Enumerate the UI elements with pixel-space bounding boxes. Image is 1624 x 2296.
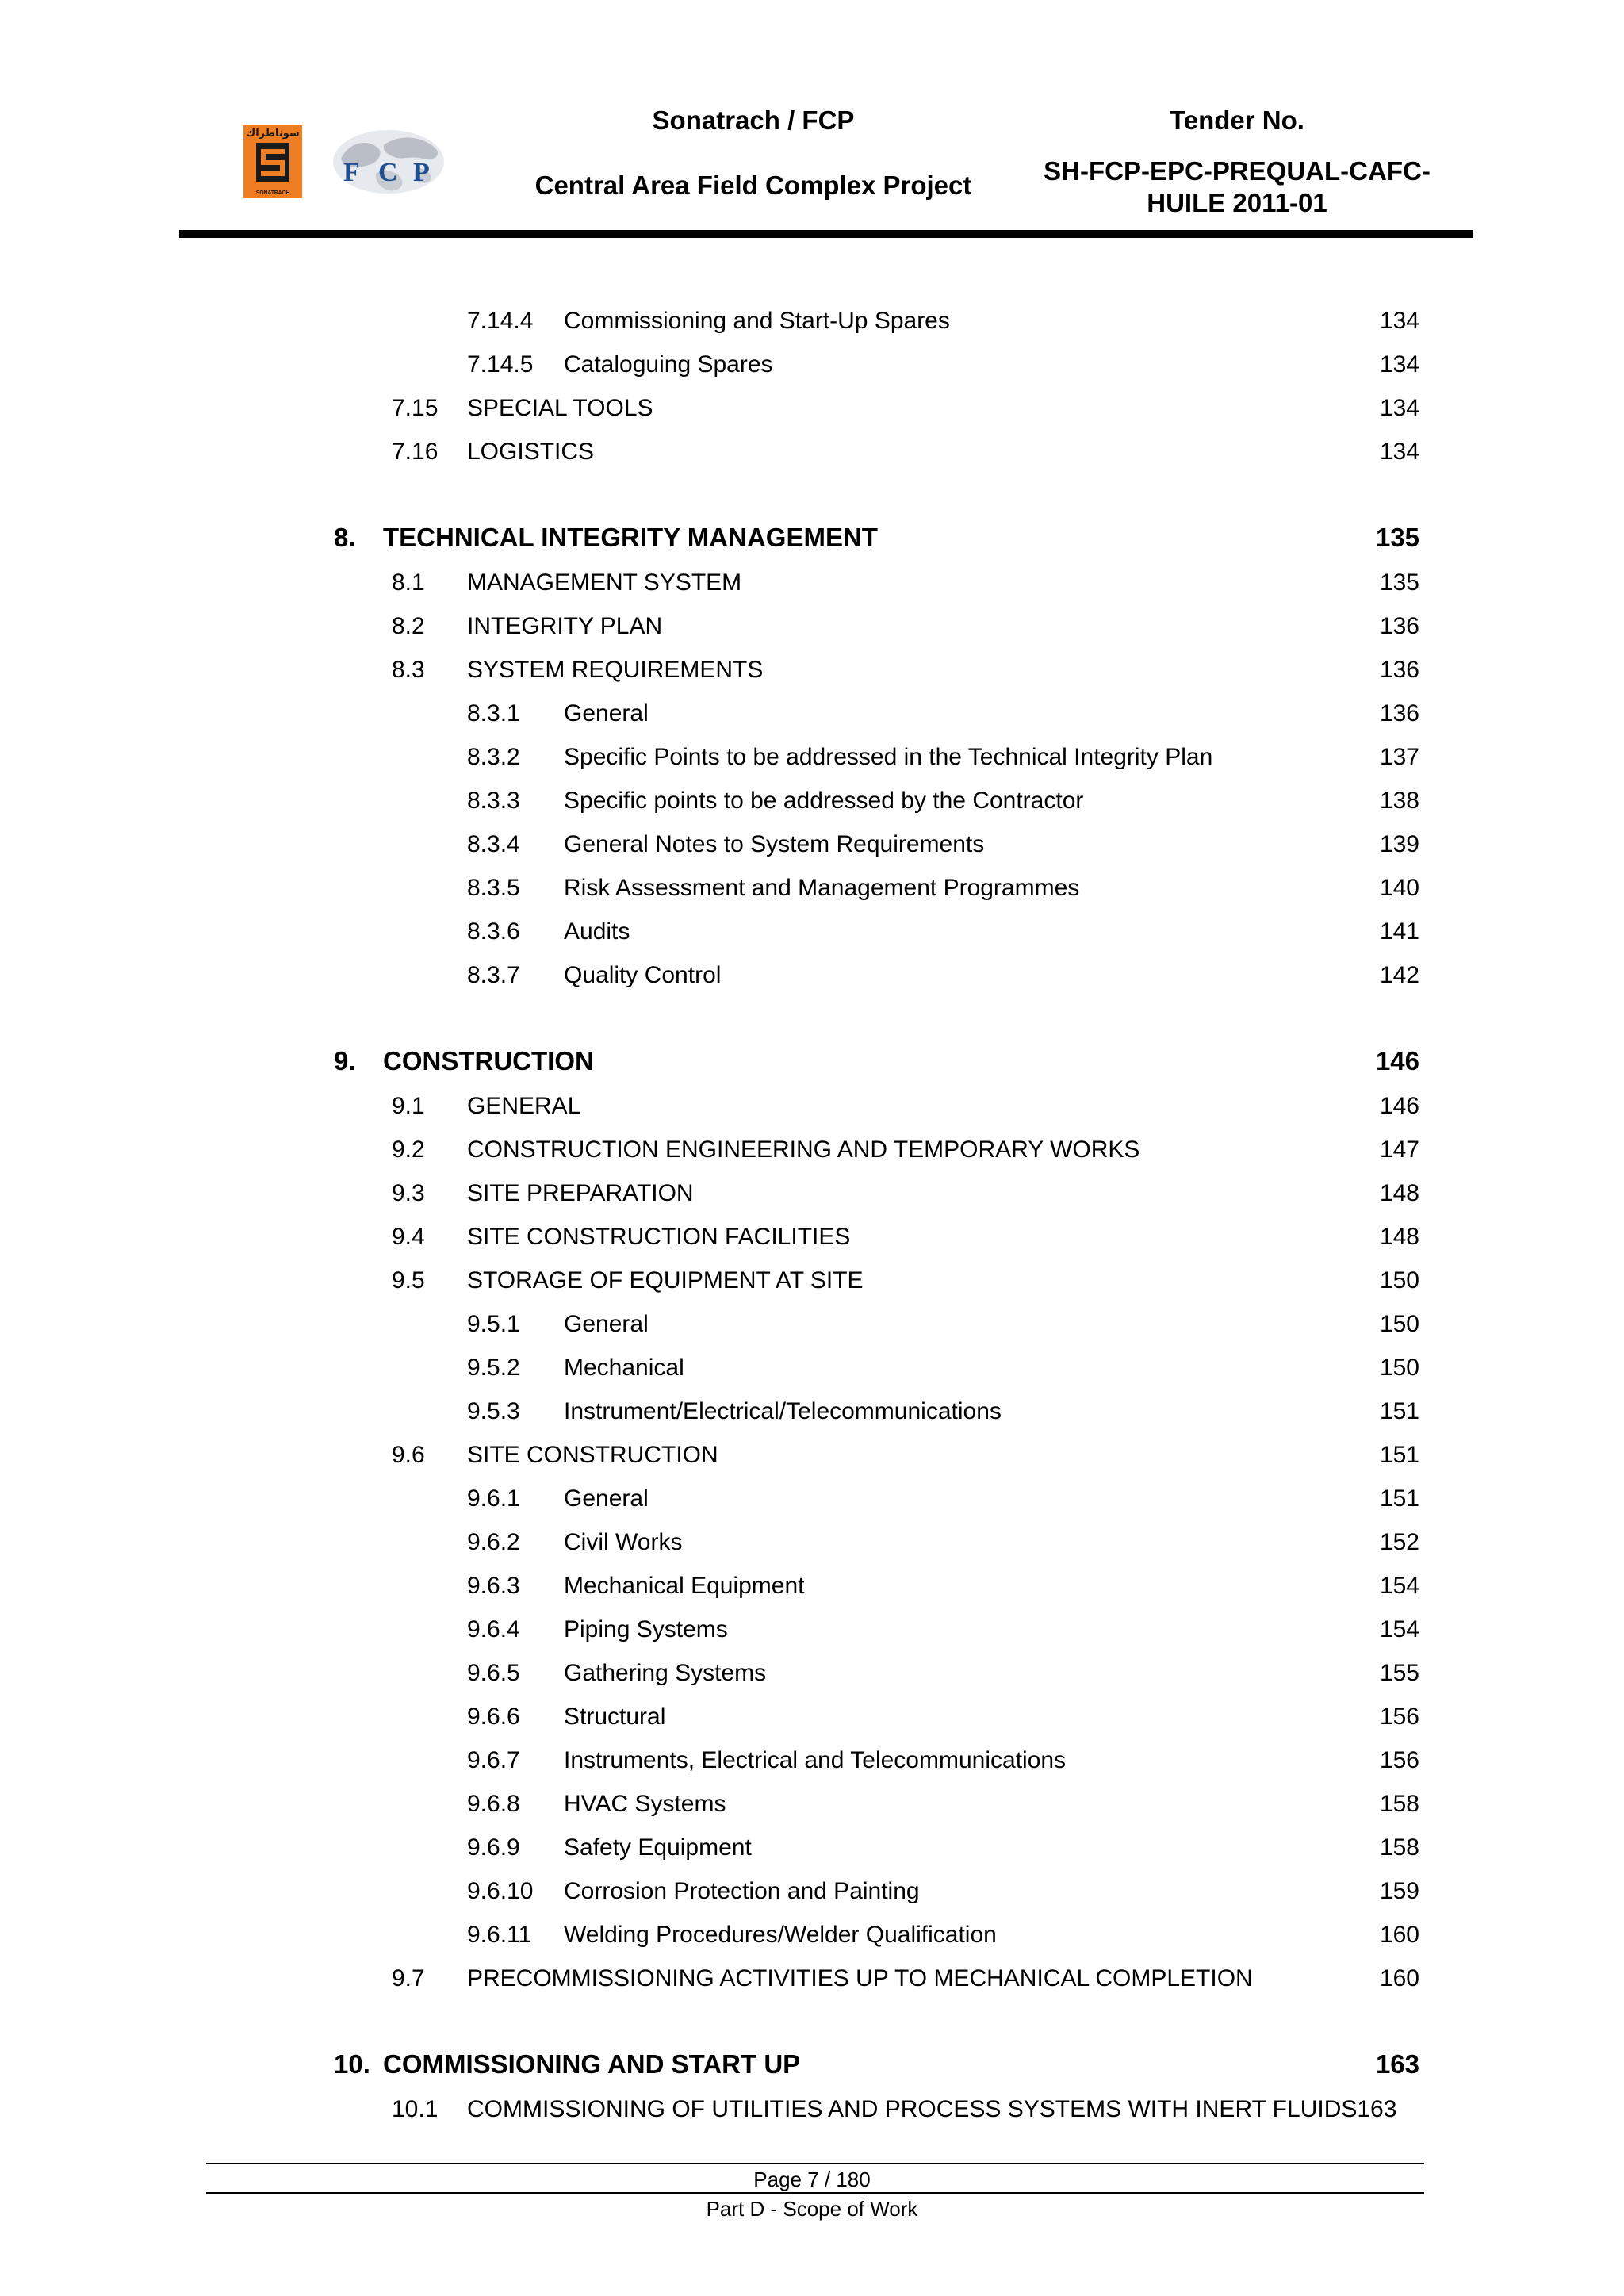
toc-entry-number: 10.1 (392, 2096, 439, 2122)
toc-entry[interactable] (0, 698, 1624, 730)
toc-entry-title: SITE CONSTRUCTION FACILITIES (467, 1224, 851, 1250)
toc-entry-title: Mechanical Equipment (564, 1573, 805, 1599)
toc-entry-number: 9.6.11 (467, 1922, 532, 1948)
toc-entry[interactable] (0, 349, 1624, 381)
toc-entry-page: 154 (1379, 1573, 1419, 1599)
toc-entry-page: 134 (1379, 395, 1419, 421)
toc-entry[interactable] (0, 1527, 1624, 1558)
toc-entry-page: 140 (1379, 875, 1419, 901)
footer-divider-bottom (206, 2192, 1424, 2194)
toc-entry-title: SPECIAL TOOLS (467, 395, 653, 421)
toc-entry-number: 9.6 (392, 1442, 425, 1468)
toc-entry-title: Audits (564, 918, 630, 945)
toc-entry[interactable] (0, 393, 1624, 424)
toc-entry[interactable] (0, 1045, 1624, 1077)
toc-entry-number: 8.3.5 (467, 875, 520, 901)
toc-entry-number: 8. (334, 523, 356, 552)
fcp-letter-p: P (413, 158, 430, 187)
toc-entry-page: 151 (1379, 1485, 1419, 1512)
toc-entry-title: Quality Control (564, 962, 722, 988)
toc-entry-number: 9.6.1 (467, 1485, 520, 1512)
toc-entry[interactable] (0, 1352, 1624, 1384)
fcp-letter-c: C (378, 158, 398, 187)
toc-entry-page: 160 (1379, 1922, 1419, 1948)
toc-entry-number: 8.3.2 (467, 744, 520, 770)
toc-entry-number: 7.14.5 (467, 351, 534, 378)
toc-entry-number: 9.6.5 (467, 1660, 520, 1686)
toc-entry-number: 9.5 (392, 1267, 425, 1294)
toc-entry-title: TECHNICAL INTEGRITY MANAGEMENT (383, 523, 878, 552)
toc-entry[interactable] (0, 785, 1624, 817)
toc-entry-page: 148 (1379, 1180, 1419, 1206)
toc-entry-page: 150 (1379, 1311, 1419, 1337)
toc-entry-page: 135 (1379, 569, 1419, 596)
toc-entry[interactable] (0, 436, 1624, 468)
toc-entry[interactable] (0, 1091, 1624, 1122)
toc-entry-page: 141 (1379, 918, 1419, 945)
toc-entry-title: Instrument/Electrical/Telecommunications (564, 1398, 1002, 1424)
toc-entry-number: 7.14.4 (467, 308, 534, 334)
toc-entry-title: PRECOMMISSIONING ACTIVITIES UP TO MECHANICAL COMPLETION (467, 1965, 1253, 1991)
toc-entry[interactable] (0, 960, 1624, 991)
toc-entry-number: 10. (334, 2049, 370, 2079)
toc-entry-page: 159 (1379, 1878, 1419, 1904)
toc-entry-page: 136 (1379, 657, 1419, 683)
toc-entry-title: SITE PREPARATION (467, 1180, 694, 1206)
toc-entry-number: 9.6.2 (467, 1529, 520, 1555)
toc-entry-title: Specific Points to be addressed in the Technical Integrity Plan (564, 744, 1213, 770)
header-project: Central Area Field Complex Project (534, 171, 972, 200)
toc-entry[interactable] (0, 654, 1624, 686)
toc-entry[interactable] (0, 1396, 1624, 1428)
toc-entry[interactable] (0, 872, 1624, 904)
toc-entry-number: 7.15 (392, 395, 439, 421)
toc-entry-number: 9.6.8 (467, 1791, 520, 1817)
toc-entry-page: 156 (1379, 1747, 1419, 1773)
toc-entry-page: 146 (1379, 1093, 1419, 1119)
toc-entry-title: INTEGRITY PLAN (467, 613, 663, 639)
sonatrach-logo-arabic: سوناطراك (246, 128, 300, 140)
toc-entry-title: COMMISSIONING OF UTILITIES AND PROCESS SYSTEMS WITH INERT FLUIDS163 (467, 2096, 1397, 2122)
toc-entry-page: 142 (1379, 962, 1419, 988)
toc-entry-title: MANAGEMENT SYSTEM (467, 569, 742, 596)
toc-entry[interactable] (0, 1832, 1624, 1864)
toc-entry-title: COMMISSIONING AND START UP (383, 2049, 801, 2079)
toc-entry[interactable] (0, 1614, 1624, 1646)
toc-entry[interactable] (0, 1745, 1624, 1777)
footer-part-label: Part D - Scope of Work (706, 2197, 918, 2221)
toc-entry-page: 134 (1379, 439, 1419, 465)
toc-entry-title: Structural (564, 1704, 666, 1730)
toc-entry-number: 9.2 (392, 1137, 425, 1163)
toc-entry-number: 9.6.9 (467, 1834, 520, 1861)
footer-divider-top (206, 2163, 1424, 2164)
toc-entry-number: 9.6.6 (467, 1704, 520, 1730)
toc-entry-title: General (564, 1485, 649, 1512)
toc-entry[interactable] (0, 1701, 1624, 1733)
toc-entry[interactable] (0, 1963, 1624, 1995)
toc-entry-page: 138 (1379, 788, 1419, 814)
toc-entry-page: 135 (1375, 523, 1419, 552)
toc-entry-number: 8.3.7 (467, 962, 520, 988)
toc-entry[interactable] (0, 2049, 1624, 2080)
header-tender-number: SH-FCP-EPC-PREQUAL-CAFC-HUILE 2011-01 (1044, 156, 1431, 217)
toc-entry-number: 8.3.6 (467, 918, 520, 945)
toc-entry[interactable] (0, 1178, 1624, 1209)
toc-entry[interactable] (0, 611, 1624, 642)
toc-entry-title: Gathering Systems (564, 1660, 767, 1686)
header-company: Sonatrach / FCP (652, 105, 855, 135)
toc-entry-page: 137 (1379, 744, 1419, 770)
toc-entry-title: Welding Procedures/Welder Qualification (564, 1922, 997, 1948)
toc-entry[interactable] (0, 1788, 1624, 1820)
toc-entry-title: SITE CONSTRUCTION (467, 1442, 718, 1468)
toc-entry-title: General (564, 1311, 649, 1337)
toc-entry-number: 9.5.3 (467, 1398, 520, 1424)
toc-entry-title: Risk Assessment and Management Programmes (564, 875, 1080, 901)
toc-entry-number: 8.1 (392, 569, 425, 596)
toc-entry-title: CONSTRUCTION ENGINEERING AND TEMPORARY WORKS (467, 1137, 1140, 1163)
toc-entry-page: 136 (1379, 613, 1419, 639)
toc-entry-number: 8.2 (392, 613, 425, 639)
toc-entry[interactable] (0, 1876, 1624, 1907)
toc-entry-number: 9.6.4 (467, 1616, 520, 1642)
toc-entry-number: 8.3 (392, 657, 425, 683)
toc-entry-page: 134 (1379, 351, 1419, 378)
toc-entry-number: 9.7 (392, 1965, 425, 1991)
sonatrach-logo (243, 125, 302, 198)
toc-entry-number: 8.3.1 (467, 700, 520, 726)
header-tender-label: Tender No. (1170, 105, 1304, 135)
toc-entry-title: Civil Works (564, 1529, 683, 1555)
toc-entry-title: Specific points to be addressed by the Contractor (564, 788, 1084, 814)
toc-entry[interactable] (0, 567, 1624, 599)
toc-entry[interactable] (0, 522, 1624, 554)
toc-entry-page: 150 (1379, 1267, 1419, 1294)
toc-entry-page: 151 (1379, 1442, 1419, 1468)
toc-entry-title: HVAC Systems (564, 1791, 726, 1817)
toc-entry-title: SYSTEM REQUIREMENTS (467, 657, 764, 683)
toc-entry-number: 9.3 (392, 1180, 425, 1206)
toc-entry[interactable] (0, 1309, 1624, 1340)
sonatrach-mark-icon (256, 143, 289, 182)
toc-entry-number: 8.3.3 (467, 788, 520, 814)
toc-entry-page: 156 (1379, 1704, 1419, 1730)
toc-entry-page: 146 (1375, 1046, 1419, 1075)
toc-entry-page: 158 (1379, 1834, 1419, 1861)
toc-entry[interactable] (0, 1439, 1624, 1471)
toc-entry-number: 8.3.4 (467, 831, 520, 857)
toc-entry[interactable] (0, 742, 1624, 773)
toc-entry-title: Piping Systems (564, 1616, 728, 1642)
toc-entry[interactable] (0, 916, 1624, 948)
toc-entry-title: CONSTRUCTION (383, 1046, 594, 1075)
toc-entry-title: Corrosion Protection and Painting (564, 1878, 920, 1904)
toc-entry-page: 136 (1379, 700, 1419, 726)
toc-entry-number: 9.4 (392, 1224, 425, 1250)
toc-entry[interactable] (0, 1658, 1624, 1689)
toc-entry[interactable] (0, 1919, 1624, 1951)
toc-entry-page: 154 (1379, 1616, 1419, 1642)
toc-entry-title: Cataloguing Spares (564, 351, 773, 378)
toc-entry-title: LOGISTICS (467, 439, 595, 465)
header-divider (179, 230, 1473, 238)
toc-entry-title: General (564, 700, 649, 726)
sonatrach-logo-word: SONATRACH (255, 190, 290, 196)
toc-entry-title: Commissioning and Start-Up Spares (564, 308, 950, 334)
toc-entry-number: 9.6.7 (467, 1747, 520, 1773)
toc-entry-page: 150 (1379, 1355, 1419, 1381)
toc-entry-number: 9.1 (392, 1093, 425, 1119)
toc-entry-number: 9.5.1 (467, 1311, 520, 1337)
toc-entry[interactable] (0, 1265, 1624, 1297)
toc-entry[interactable] (0, 1221, 1624, 1253)
fcp-globe-logo-icon (329, 127, 448, 200)
footer-page-number: Page 7 / 180 (753, 2168, 871, 2191)
toc-entry-title: GENERAL (467, 1093, 581, 1119)
toc-entry-page: 148 (1379, 1224, 1419, 1250)
toc-entry-title: STORAGE OF EQUIPMENT AT SITE (467, 1267, 864, 1294)
toc-entry-page: 134 (1379, 308, 1419, 334)
toc-entry-page: 151 (1379, 1398, 1419, 1424)
toc-entry-page: 152 (1379, 1529, 1419, 1555)
fcp-letter-f: F (343, 158, 360, 187)
toc-entry[interactable] (0, 305, 1624, 337)
toc-entry-page: 139 (1379, 831, 1419, 857)
toc-entry-page: 155 (1379, 1660, 1419, 1686)
toc-entry[interactable] (0, 829, 1624, 861)
toc-entry-title: General Notes to System Requirements (564, 831, 985, 857)
toc-entry[interactable] (0, 2094, 1624, 2125)
toc-entry[interactable] (0, 1570, 1624, 1602)
toc-entry[interactable] (0, 1134, 1624, 1166)
toc-entry-title: Mechanical (564, 1355, 684, 1381)
toc-entry[interactable] (0, 1483, 1624, 1515)
toc-entry-number: 9.6.3 (467, 1573, 520, 1599)
toc-entry-number: 7.16 (392, 439, 439, 465)
toc-entry-title: Instruments, Electrical and Telecommunications (564, 1747, 1067, 1773)
toc-entry-page: 160 (1379, 1965, 1419, 1991)
toc-entry-number: 9. (334, 1046, 356, 1075)
toc-entry-page: 147 (1379, 1137, 1419, 1163)
toc-entry-page: 163 (1375, 2049, 1419, 2079)
toc-entry-number: 9.6.10 (467, 1878, 534, 1904)
toc-entry-page: 158 (1379, 1791, 1419, 1817)
toc-entry-number: 9.5.2 (467, 1355, 520, 1381)
toc-entry-title: Safety Equipment (564, 1834, 752, 1861)
